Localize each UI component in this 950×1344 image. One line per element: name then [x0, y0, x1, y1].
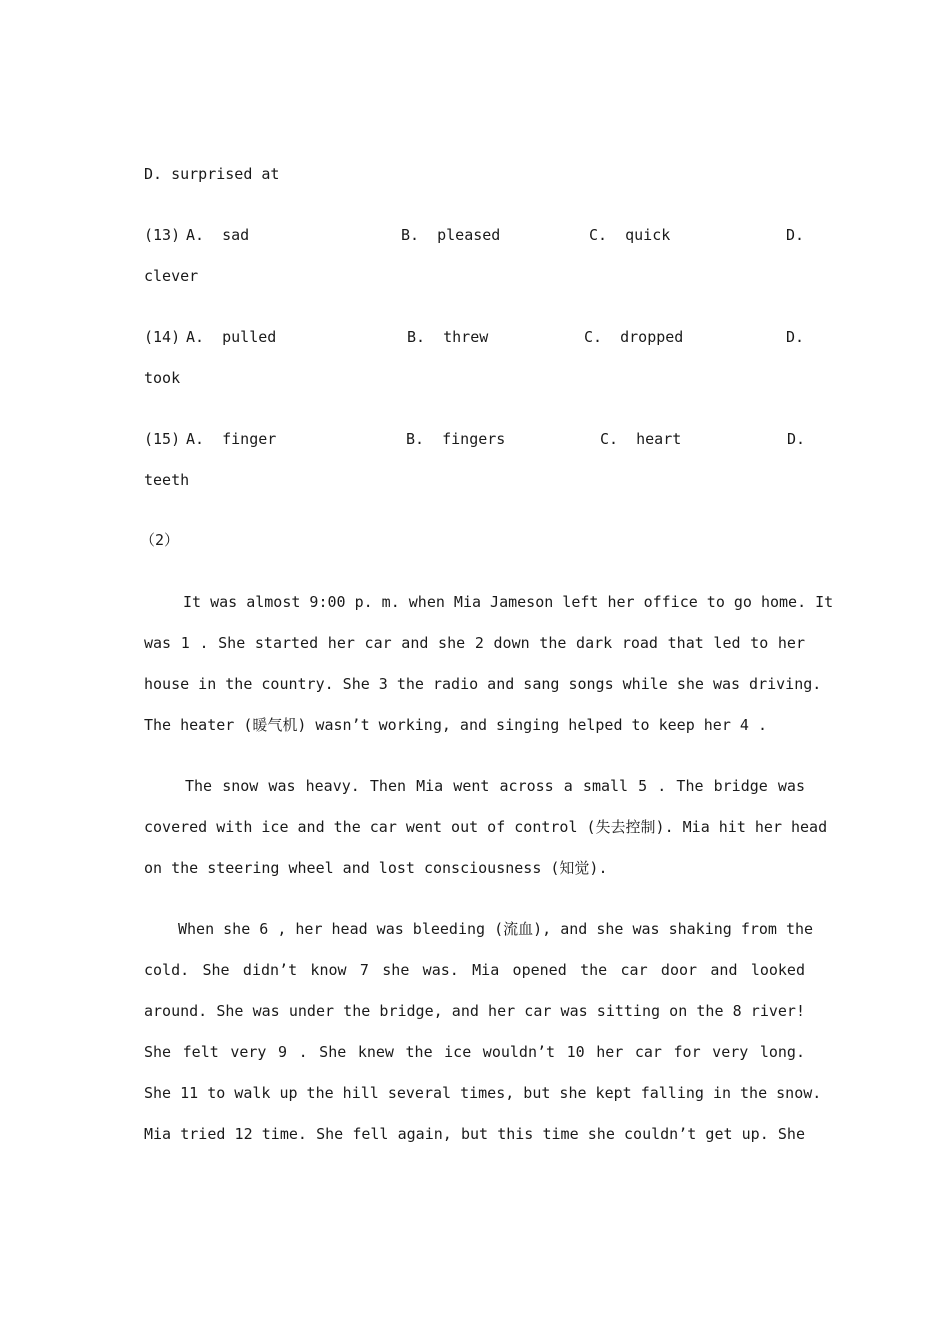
- option-c: C. heart: [600, 430, 682, 448]
- option-b: B. fingers: [406, 430, 506, 448]
- passage-line: covered with ice and the car went out of control (失去控制). Mia hit her head: [144, 818, 828, 836]
- passage-line: on the steering wheel and lost consciousness (知觉).: [144, 859, 608, 877]
- option-d-label: D.: [787, 430, 806, 448]
- option-a: A. finger: [186, 430, 277, 448]
- passage-line: The snow was heavy. Then Mia went across a small 5 . The bridge was: [185, 777, 805, 795]
- passage-line: cold. She didn’t know 7 she was. Mia opened the car door and looked: [144, 961, 805, 979]
- question-number: (13): [144, 226, 181, 244]
- option-c: C. quick: [589, 226, 671, 244]
- q12-option-d: D. surprised at: [144, 165, 280, 183]
- passage-line: around. She was under the bridge, and her car was sitting on the 8 river!: [144, 1002, 805, 1020]
- passage-line: The heater (暖气机) wasn’t working, and singing helped to keep her 4 .: [144, 716, 767, 734]
- question-number: (14): [144, 328, 181, 346]
- passage-line: It was almost 9:00 p. m. when Mia Jameson left her office to go home. It: [183, 593, 834, 611]
- passage-line: She felt very 9 . She knew the ice wouldn’t 10 her car for very long.: [144, 1043, 805, 1061]
- section-label: （2）: [140, 531, 180, 549]
- option-b: B. threw: [407, 328, 489, 346]
- option-a: A. sad: [186, 226, 250, 244]
- option-b: B. pleased: [401, 226, 501, 244]
- question-number: (15): [144, 430, 181, 448]
- option-d-text: took: [144, 369, 181, 387]
- option-d-label: D.: [786, 328, 805, 346]
- passage-line: house in the country. She 3 the radio and sang songs while she was driving.: [144, 675, 822, 693]
- option-d-label: D.: [786, 226, 805, 244]
- passage-line: When she 6 , her head was bleeding (流血), and she was shaking from the: [178, 920, 814, 938]
- passage-line: Mia tried 12 time. She fell again, but this time she couldn’t get up. She: [144, 1125, 805, 1143]
- option-d-text: teeth: [144, 471, 190, 489]
- option-a: A. pulled: [186, 328, 277, 346]
- passage-line: She 11 to walk up the hill several times, but she kept falling in the snow.: [144, 1084, 822, 1102]
- option-d-text: clever: [144, 267, 199, 285]
- option-c: C. dropped: [584, 328, 684, 346]
- passage-line: was 1 . She started her car and she 2 down the dark road that led to her: [144, 634, 805, 652]
